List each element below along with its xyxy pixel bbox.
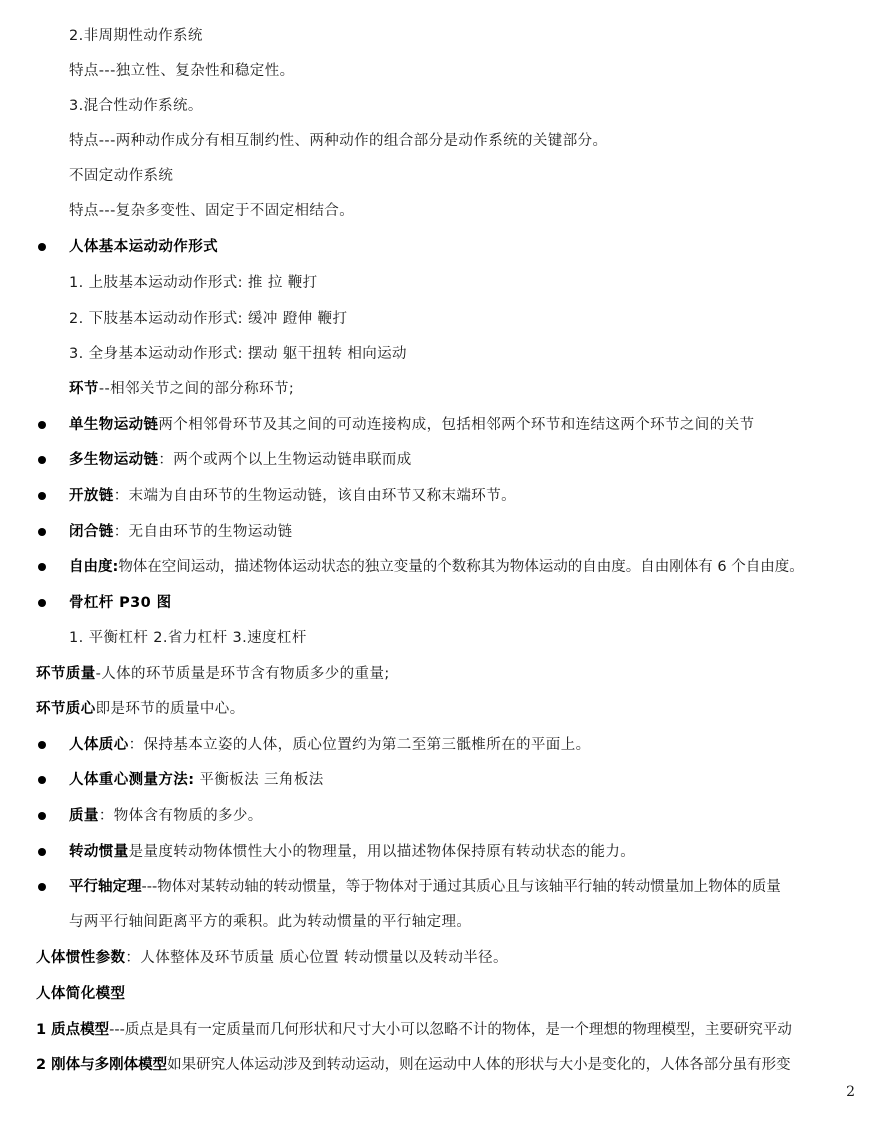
basic-motion-forms-heading: 人体基本运动动作形式 (69, 239, 218, 255)
bullet-icon (38, 741, 46, 749)
bullet-icon (38, 883, 46, 891)
bullet-icon (38, 456, 46, 464)
bullet-icon (38, 492, 46, 500)
bullet-icon (38, 599, 46, 607)
multi-kinematic-chain: 多生物运动链：两个或两个以上生物运动链串联而成 (69, 452, 412, 468)
center-of-gravity-methods: 人体重心测量方法: 平衡板法 三角板法 (69, 772, 324, 788)
bullet-icon (38, 776, 46, 784)
heading-aperiodic-system: 2.非周期性动作系统 (69, 28, 203, 44)
body-center-of-mass: 人体质心：保持基本立姿的人体，质心位置约为第二至第三骶椎所在的平面上。 (69, 737, 591, 753)
list-item-upper-limb: 1. 上肢基本运动动作形式: 推 拉 鞭打 (69, 275, 318, 291)
heading-mixed-system: 3.混合性动作系统。 (69, 98, 203, 114)
heading-unfixed-system: 不固定动作系统 (69, 168, 174, 184)
list-item-whole-body: 3. 全身基本运动动作形式: 摆动 躯干扭转 相向运动 (69, 346, 407, 362)
degrees-of-freedom: 自由度:物体在空间运动，描述物体运动状态的独立变量的个数称其为物体运动的自由度。自由刚体有 6 个自由度。 (69, 559, 804, 575)
page-number: 2 (846, 1084, 855, 1100)
rigid-body-model: 2 刚体与多刚体模型如果研究人体运动涉及到转动运动，则在运动中人体的形状与大小是变化的，人体各部分虽有形变 (36, 1057, 791, 1073)
list-item-lower-limb: 2. 下肢基本运动动作形式: 缓冲 蹬伸 鞭打 (69, 311, 348, 327)
parallel-axis-theorem: 平行轴定理---物体对某转动轴的转动惯量，等于物体对于通过其质心且与该轴平行轴的转动惯量加上物体的质量 (69, 879, 781, 895)
segment-center-of-mass: 环节质心即是环节的质量中心。 (36, 701, 245, 717)
bullet-icon (38, 421, 46, 429)
mass-definition: 质量：物体含有物质的多少。 (69, 808, 263, 824)
bullet-icon (38, 243, 46, 251)
lever-types-list: 1. 平衡杠杆 2.省力杠杆 3.速度杠杆 (69, 630, 307, 646)
bullet-icon (38, 812, 46, 820)
bullet-icon (38, 563, 46, 571)
unfixed-features: 特点---复杂多变性、固定于不固定相结合。 (69, 203, 355, 219)
body-simplified-models-heading: 人体简化模型 (36, 986, 126, 1002)
aperiodic-features: 特点---独立性、复杂性和稳定性。 (69, 63, 295, 79)
particle-model: 1 质点模型---质点是具有一定质量而几何形状和尺寸大小可以忽略不计的物体，是一个理想的物理模型，主要研究平动 (36, 1022, 792, 1038)
closed-chain: 闭合链：无自由环节的生物运动链 (69, 524, 293, 540)
segment-definition: 环节--相邻关节之间的部分称环节; (69, 381, 295, 397)
parallel-axis-theorem-cont: 与两平行轴间距离平方的乘积。此为转动惯量的平行轴定理。 (69, 914, 472, 930)
bullet-icon (38, 528, 46, 536)
body-inertia-parameters: 人体惯性参数：人体整体及环节质量 质心位置 转动惯量以及转动半径。 (36, 950, 508, 966)
bullet-icon (38, 848, 46, 856)
bone-lever-heading: 骨杠杆 P30 图 (69, 595, 172, 611)
open-chain: 开放链：末端为自由环节的生物运动链，该自由环节又称末端环节。 (69, 488, 517, 504)
segment-mass: 环节质量-人体的环节质量是环节含有物质多少的重量; (36, 666, 390, 682)
moment-of-inertia: 转动惯量是量度转动物体惯性大小的物理量，用以描述物体保持原有转动状态的能力。 (69, 844, 636, 860)
single-kinematic-chain: 单生物运动链两个相邻骨环节及其之间的可动连接构成，包括相邻两个环节和连结这两个环节之间的关节 (69, 417, 755, 433)
mixed-features: 特点---两种动作成分有相互制约性、两种动作的组合部分是动作系统的关键部分。 (69, 133, 608, 149)
